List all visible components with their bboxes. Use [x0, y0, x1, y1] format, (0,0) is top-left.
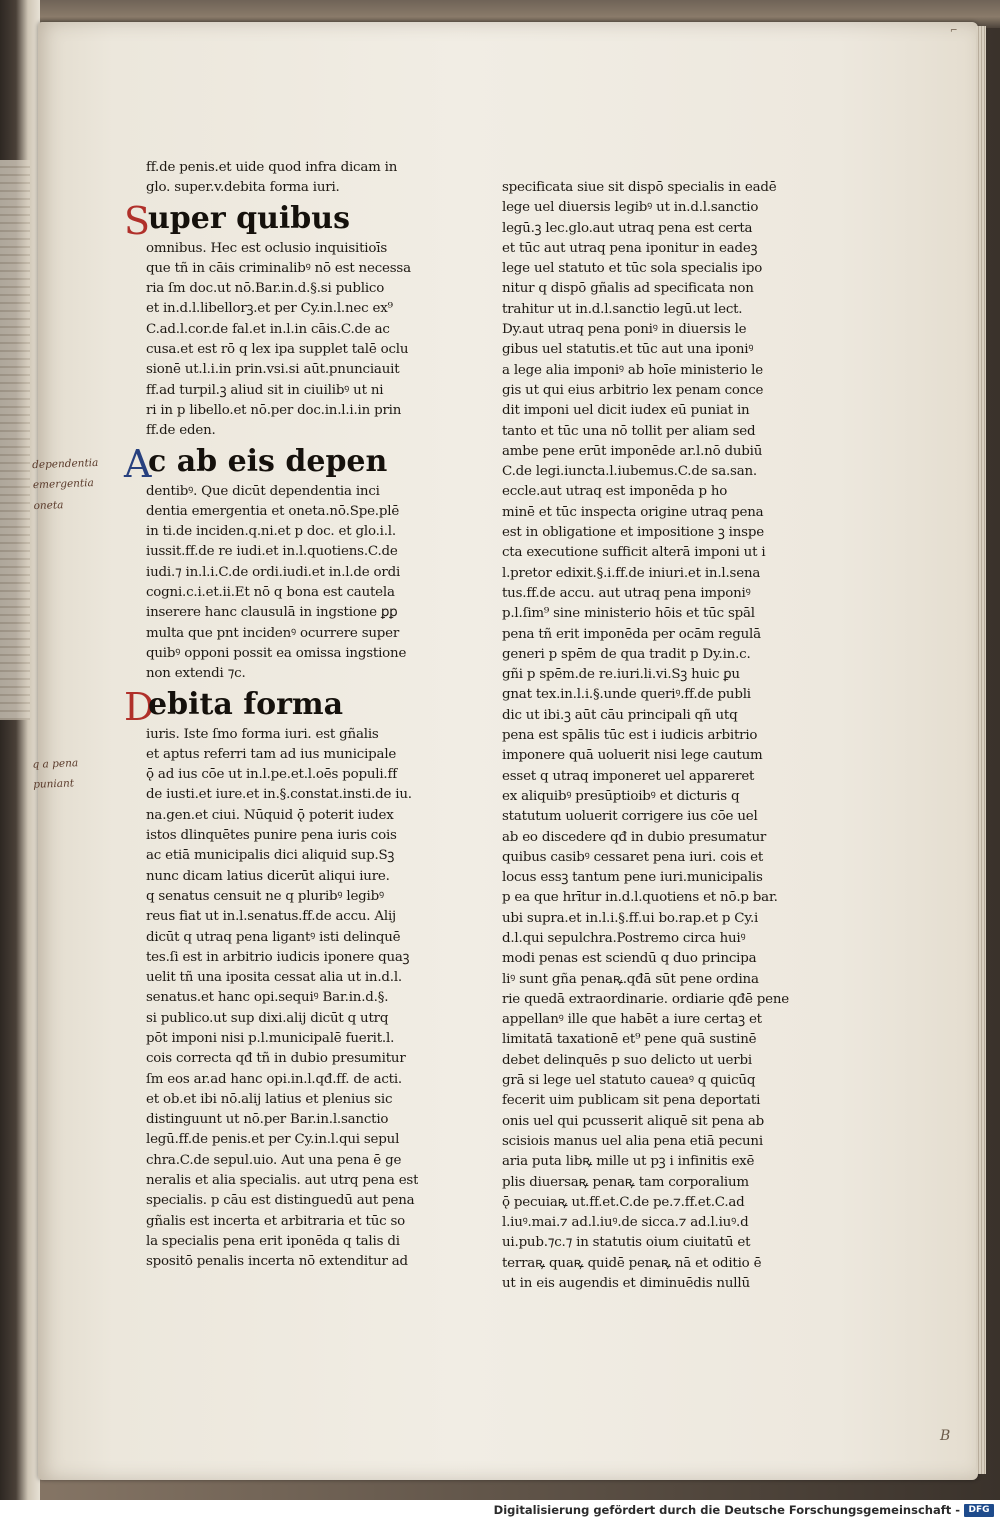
text-line: cta executione sufficit alterā imponi ut i	[502, 545, 766, 561]
text-block-1	[146, 158, 418, 199]
text-line: ſm eos ar.ad hanc opi.in.l.qđ.ff. de acti.	[146, 1071, 402, 1087]
text-line: si publico.ut sup dixi.alij dicūt q utrq	[146, 1010, 389, 1026]
text-line: gis ut qui eius arbitrio lex penam conce	[502, 382, 764, 398]
text-line: C.de legi.iuncta.l.iubemus.C.de sa.san.	[502, 464, 757, 480]
text-line: a lege alia imponiꝰ ab hoīe ministerio le	[502, 362, 763, 378]
text-line: gñi p spēm.de re.iuri.li.vi.Sꝫ huic ꝑu	[502, 667, 740, 683]
text-block-4	[146, 725, 418, 1273]
text-line: dentibꝰ. Que dicūt dependentia inci	[146, 483, 380, 499]
text-line: aria puta libꝶ mille ut pꝫ i infinitis exē	[502, 1154, 755, 1170]
text-line: lege uel diuersis legibꝰ ut in.d.l.sanctio	[502, 200, 759, 216]
heading-ac-ab-eis	[124, 441, 418, 486]
heading-text: ebita forma	[148, 686, 344, 722]
footer-bar	[0, 1500, 1000, 1521]
text-line: quibus casibꝰ cessaret pena iuri. cois et	[502, 849, 764, 865]
text-line: na.gen.et ciui. Nūquid ǭ poterit iudex	[146, 807, 394, 823]
text-line: d.l.qui sepulchra.Postremo circa huiꝰ	[502, 930, 746, 946]
left-text-column	[124, 158, 419, 1273]
dfg-logo-icon: DFG	[964, 1504, 994, 1517]
text-line: trahitur ut in.d.l.sanctio legū.ut lect.	[502, 301, 743, 317]
margin-note-dependentia	[32, 457, 100, 520]
text-line: que tñ in cāis criminalibꝰ nō est necessa	[146, 260, 411, 276]
text-line: cois correcta qđ tñ in dubio presumitur	[146, 1051, 406, 1067]
text-line: grā si lege uel statuto caueaꝰ q quicūq	[502, 1073, 756, 1089]
text-line: uelit tñ una iposita cessat alia ut in.d.l.	[146, 970, 402, 986]
page-corner-mark: ⌐	[950, 26, 958, 36]
text-line: reus fiat ut in.l.senatus.ff.de accu. Alij	[146, 909, 396, 925]
text-line: spositō penalis incerta nō extenditur ad	[146, 1254, 408, 1270]
text-block-3	[146, 482, 418, 685]
text-line: appellanꝰ ille que habēt a iure certaꝫ et	[502, 1012, 762, 1028]
text-line: ac etiā municipalis dici aliquid sup.Sꝫ	[146, 848, 395, 864]
text-line: oneta	[33, 498, 64, 512]
text-line: l.iuꝰ.mai.⁊ ad.l.iuꝰ.de sicca.⁊ ad.l.iuꝰ.d	[502, 1215, 749, 1231]
text-line: legū.ꝫ lec.glo.aut utraq pena est certa	[502, 220, 753, 236]
text-line: specialis. p cāu est distinguedū aut pena	[146, 1193, 415, 1209]
text-line: emergentia	[32, 477, 95, 492]
text-line: multa que pnt incidenꝰ ocurrere super	[146, 625, 400, 641]
text-line: Dy.aut utraq pena poniꝰ in diuersis le	[502, 322, 747, 338]
blue-initial: A	[124, 441, 152, 486]
text-line: nunc dicam latius dicerūt aliqui iure.	[146, 868, 390, 884]
text-line: minē et tūc inspecta origine utraq pena	[502, 504, 764, 520]
text-line: tes.ſi est in arbitrio iudicis iponere quaꝫ	[146, 949, 410, 965]
text-line: non extendi ⁊c.	[146, 666, 246, 682]
text-line: est in obligatione et impositione ꝫ inspe	[502, 525, 764, 541]
text-line: la specialis pena erit iponēda q talis di	[146, 1233, 400, 1249]
text-line: gnat tex.in.l.i.§.unde queriꝰ.ff.de publi	[502, 687, 751, 703]
text-line: dependentia	[31, 456, 99, 472]
text-line: imponere quā uoluerit nisi lege cautum	[502, 748, 763, 764]
text-line: dic ut ibi.ꝫ aūt cāu principali qñ utq	[502, 707, 738, 723]
text-line: ff.ad turpil.ꝫ aliud sit in ciuilibꝰ ut ni	[146, 382, 384, 398]
text-line: tus.ff.de accu. aut utraq pena imponiꝰ	[502, 585, 751, 601]
text-line: scisiois manus uel alia pena etiā pecuni	[502, 1133, 763, 1149]
text-line: puniant	[33, 777, 75, 792]
text-line: C.ad.l.cor.de fal.et in.l.in cāis.C.de ac	[146, 321, 390, 337]
left-page-fragment	[0, 160, 30, 720]
text-line: ri in p libello.et nō.per doc.in.l.i.in prin	[146, 402, 402, 418]
text-line: fecerit uim publicam sit pena deportati	[502, 1093, 761, 1109]
text-line: eccle.aut utraq est imponēda p ho	[502, 484, 728, 500]
page-stack-edge	[976, 26, 986, 1474]
text-line: p ea que hrītur in.d.l.quotiens et nō.p bar.	[502, 890, 778, 906]
text-line: iussit.ff.de re iudi.et in.l.quotiens.C.de	[146, 544, 398, 560]
text-line: ambe pene erūt imponēde ar.l.nō dubiū	[502, 443, 763, 459]
text-line: dentia emergentia et oneta.nō.Spe.plē	[146, 503, 400, 519]
text-line: p.l.ſim⁹ sine ministerio hōis et tūc spāl	[502, 606, 755, 622]
text-line: pōt imponi nisi p.l.municipalē fuerit.l.	[146, 1030, 395, 1046]
text-block-2	[146, 239, 418, 442]
text-line: senatus.et hanc opi.sequiꝰ Bar.in.d.§.	[146, 990, 389, 1006]
text-line: ff.de eden.	[146, 423, 216, 439]
text-line: esset q utraq imponeret uel appareret	[502, 768, 755, 784]
text-line: pena tñ erit imponēda per ocām regulā	[502, 626, 761, 642]
text-line: ǭ ad ius cōe ut in.l.pe.et.l.oēs populi.ff	[146, 767, 398, 783]
text-line: limitatā taxationē et⁹ pene quā sustinē	[502, 1032, 757, 1048]
text-line: ui.pub.⁊c.⁊ in statutis oium ciuitatū et	[502, 1235, 751, 1251]
text-line: plis diuersaꝶ penaꝶ tam corporalium	[502, 1174, 749, 1190]
footer-credit: Digitalisierung gefördert durch die Deutsche Forschungsgemeinschaft -	[493, 1503, 960, 1517]
text-line: terraꝶ quaꝶ quidē penaꝶ nā et oditio ē	[502, 1255, 762, 1271]
red-initial: S	[124, 198, 151, 243]
text-line: ff.de penis.et uide quod infra dicam in	[146, 160, 398, 175]
text-line: istos dlinquētes punire pena iuris cois	[146, 828, 397, 844]
text-line: generi p spēm de qua tradit p Dy.in.c.	[502, 646, 751, 662]
text-line: omnibus. Hec est oclusio inquisitioīs	[146, 240, 388, 256]
text-line: glo. super.v.debita forma iuri.	[146, 180, 340, 196]
text-line: statutum uoluerit corrigere ius cōe uel	[502, 809, 758, 825]
text-line: tanto et tūc una nō tollit per aliam sed	[502, 423, 756, 439]
text-line: ab eo discedere qđ in dubio presumatur	[502, 829, 767, 845]
text-line: ria ſm doc.ut nō.Bar.in.d.§.si publico	[146, 281, 385, 297]
page-signature-mark: B	[940, 1428, 951, 1444]
text-line: modi penas est sciendū q duo principa	[502, 951, 757, 967]
text-line: in ti.de inciden.q.ni.et p doc. et glo.i.l.	[146, 524, 396, 540]
margin-note-pena	[32, 757, 79, 799]
text-line: lege uel statuto et tūc sola specialis ipo	[502, 261, 763, 277]
red-initial: D	[124, 684, 155, 729]
text-line: q a pena	[32, 757, 79, 771]
text-line: dit imponi uel dicit iudex eū puniat in	[502, 403, 750, 419]
text-line: inserere hanc clausulā in ingstione ꝑꝑ	[146, 605, 398, 621]
text-line: ex aliquibꝰ presūptioibꝰ et dicturis q	[502, 788, 740, 804]
text-line: ut in eis augendis et diminuēdis nullū	[502, 1276, 750, 1292]
text-line: gñalis est incerta et arbitraria et tūc so	[146, 1213, 406, 1229]
text-line: ubi supra.et in.l.i.§.ff.ui bo.rap.et p Cy.i	[502, 910, 759, 926]
heading-debita-forma	[124, 684, 418, 729]
heading-text: c ab eis depen	[148, 443, 388, 479]
text-line: quibꝰ opponi possit ea omissa ingstione	[146, 645, 407, 661]
text-line: iudi.⁊ in.l.i.C.de ordi.iudi.et in.l.de ordi	[146, 564, 401, 580]
text-line: gibus uel statutis.et tūc aut una iponiꝰ	[502, 342, 754, 358]
text-line: chra.C.de sepul.uio. Aut una pena ē ge	[146, 1152, 402, 1168]
heading-text: uper quibus	[148, 200, 350, 236]
text-line: l.pretor edixit.§.i.ff.de iniuri.et in.l.sena	[502, 565, 761, 581]
text-line: pena est spālis tūc est i iudicis arbitrio	[502, 728, 758, 744]
text-line: et aptus referri tam ad ius municipale	[146, 746, 397, 762]
text-line: legū.ff.de penis.et per Cy.in.l.qui sepul	[146, 1132, 400, 1148]
text-line: et tūc aut utraq pena iponitur in eadeꝫ	[502, 240, 758, 256]
heading-super-quibus	[124, 198, 418, 243]
text-line: rie quedā extraordinarie. ordiarie qđē pene	[502, 991, 790, 1007]
text-line: nitur q dispō gñalis ad specificata non	[502, 281, 754, 297]
text-line: et in.d.l.libellorꝫ.et per Cy.in.l.nec ex⁹	[146, 301, 393, 317]
text-line: q senatus censuit ne q pluribꝰ legibꝰ	[146, 888, 384, 904]
text-line: cusa.et est rō q lex ipa supplet talē oclu	[146, 342, 409, 358]
text-line: dicūt q utraq pena ligantꝰ isti delinquē	[146, 929, 401, 945]
text-line: distinguunt ut nō.per Bar.in.l.sanctio	[146, 1112, 389, 1128]
text-line: locus essꝫ tantum pene iuri.municipalis	[502, 870, 763, 886]
text-line: onis uel qui pcusserit aliquē sit pena ab	[502, 1113, 765, 1129]
text-line: et ob.et ibi nō.alij latius et plenius sic	[146, 1091, 393, 1107]
text-line: ǭ pecuiaꝶ ut.ff.et.C.de pe.⁊.ff.et.C.ad	[502, 1194, 745, 1210]
text-line: iuris. Iste ſmo forma iuri. est gñalis	[146, 726, 379, 742]
text-line: neralis et alia specialis. aut utrq pena est	[146, 1173, 419, 1189]
text-line: debet delinquēs p suo delicto ut uerbi	[502, 1052, 752, 1068]
right-text-column	[502, 178, 789, 1294]
text-line: liꝰ sunt gña penaꝶ.qđā sūt pene ordina	[502, 971, 759, 987]
text-line: sionē ut.l.i.in prin.vsi.si aūt.pnunciauit	[146, 362, 400, 378]
text-line: de iusti.et iure.et in.§.constat.insti.de iu.	[146, 787, 412, 803]
text-line: cogni.c.i.et.ii.Et nō q bona est cautela	[146, 585, 395, 601]
text-line: specificata siue sit dispō specialis in eadē	[502, 180, 777, 195]
